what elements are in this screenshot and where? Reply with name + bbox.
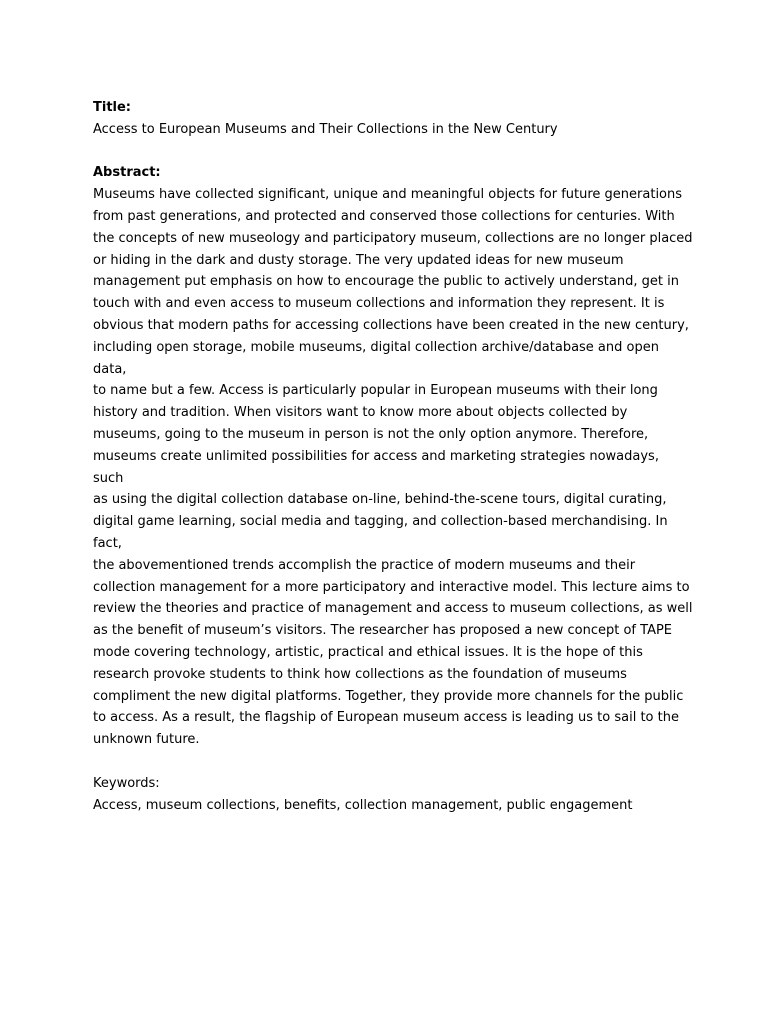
abstract-text: Museums have collected significant, unique and meaningful objects for future generations from past generations, and protected and conserved those collections for centuries. With the concepts of new museology and participatory museum, collections are no longer placed or hiding in the dark and dusty storage. The very updated ideas for new museum management put emphasis on how to encourage the public to actively understand, get in touch with and even access to museum collections and information they represent. It is obvious that modern paths for accessing collections have been created in the new century, including open storage, mobile museums, digital collection archive/database and open data, to name but a few. Access is particularly popular in European museums with their long history and tradition. When visitors want to know more about objects collected by museums, going to the museum in person is not the only option anymore. Therefore, museums create unlimited possibilities for access and marketing strategies nowadays, such as using the digital collection database on-line, behind-the-scene tours, digital curating, digital game learning, social media and tagging, and collection-based merchandising. In fact, the abovementioned trends accomplish the practice of modern museums and their collection management for a more participatory and interactive model. This lecture aims to review the theories and practice of management and access to museum collections, as well as the benefit of museum’s visitors. The researcher has proposed a new concept of TAPE mode covering technology, artistic, practical and ethical issues. It is the hope of this research provoke students to think how collections as the foundation of museums compliment the new digital platforms. Together, they provide more channels for the public to access. As a result, the flagship of European museum access is leading us to sail to the unknown future. [93, 187, 693, 748]
document-body [93, 97, 693, 816]
spacer [93, 141, 693, 163]
keywords-text: Access, museum collections, benefits, collection management, public engagement [93, 797, 633, 813]
title-label: Title: [93, 100, 132, 115]
title-text: Access to European Museums and Their Collections in the New Century [93, 121, 558, 137]
keywords-label: Keywords: [93, 775, 160, 791]
spacer [93, 751, 693, 773]
abstract-label: Abstract: [93, 165, 161, 181]
